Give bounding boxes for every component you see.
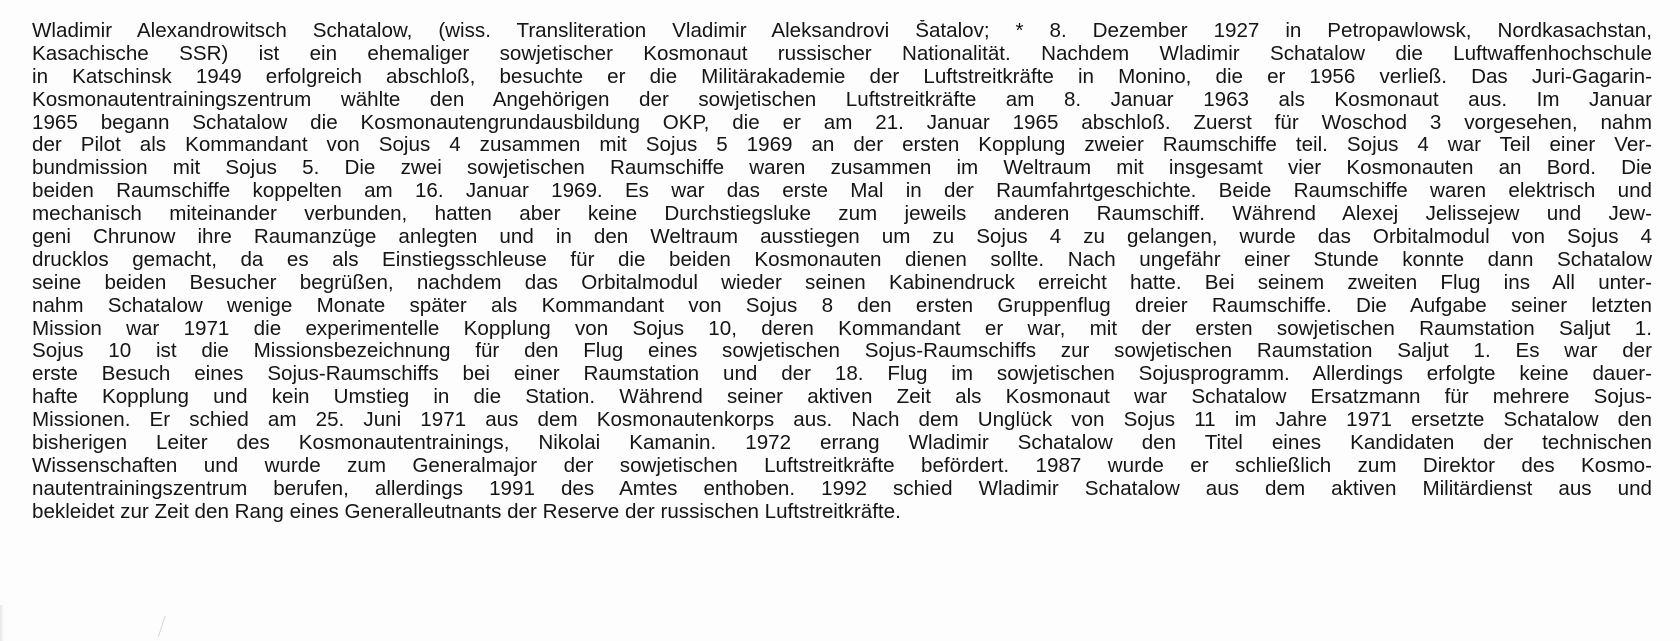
text-line-15: Sojus 10 ist die Missionsbezeichnung für den Flug eines sowjetischen Sojus-Raumschiffs zur sowjetischen Raumstation Saljut 1. Es war der — [32, 340, 1652, 363]
text-line-1: Wladimir Alexandrowitsch Schatalow, (wiss. Transliteration Vladimir Aleksandrovi Šatalov; * 8. Dezember 1927 in Petropawlowsk, Nordkasachstan, — [32, 20, 1652, 42]
text-line-17: hafte Kopplung und kein Umstieg in die Station. Während seiner aktiven Zeit als Kosmonaut war Schatalow Ersatzmann für mehrere Sojus- — [32, 386, 1652, 409]
text-line-10: geni Chrunow ihre Raumanzüge anlegten und in den Weltraum ausstiegen um zu Sojus 4 zu gelangen, wurde das Orbitalmodul von Sojus 4 — [32, 226, 1652, 249]
text-line-11: drucklos gemacht, da es als Einstiegsschleuse für die beiden Kosmonauten dienen sollte. Nach ungefähr einer Stunde konnte dann Schatalow — [32, 248, 1652, 271]
text-line-5: 1965 begann Schatalow die Kosmonautengrundausbildung OKP, die er am 21. Januar 1965 abschloß. Zuerst für Woschod 3 vorgesehen, nahm — [32, 111, 1652, 134]
text-line-6: der Pilot als Kommandant von Sojus 4 zusammen mit Sojus 5 1969 an der ersten Kopplung zweier Raumschiffe teil. Sojus 4 war Teil einer Ver- — [32, 134, 1652, 157]
text-line-13: nahm Schatalow wenige Monate später als Kommandant von Sojus 8 den ersten Gruppenflug dreier Raumschiffe. Die Aufgabe seiner letzten — [32, 294, 1652, 317]
text-line-7: bundmission mit Sojus 5. Die zwei sowjetischen Raumschiffe waren zusammen im Weltraum mit insgesamt vier Kosmonauten an Bord. Die — [32, 157, 1652, 180]
body-paragraph — [32, 20, 1652, 524]
scan-artifact-mark — [158, 616, 175, 640]
text-line-21: nautentrainingszentrum berufen, allerdings 1991 des Amtes enthoben. 1992 schied Wladimir Schatalow aus dem aktiven Militärdienst aus und — [32, 477, 1652, 500]
text-line-4: Kosmonautentrainingszentrum wählte den Angehörigen der sowjetischen Luftstreitkräfte am 8. Januar 1963 als Kosmonaut aus. Im Januar — [32, 88, 1652, 111]
text-line-3: in Katschinsk 1949 erfolgreich abschloß, besuchte er die Militärakademie der Luftstreitkräfte in Monino, die er 1956 verließ. Das Juri-Gagarin- — [32, 65, 1652, 88]
text-line-20: Wissenschaften und wurde zum Generalmajor der sowjetischen Luftstreitkräfte befördert. 1987 wurde er schließlich zum Direktor des Kosmo- — [32, 454, 1652, 477]
text-line-14: Mission war 1971 die experimentelle Kopplung von Sojus 10, deren Kommandant er war, mit der ersten sowjetischen Raumstation Saljut 1. — [32, 317, 1652, 340]
scan-edge-shadow — [0, 605, 4, 641]
text-line-22: bekleidet zur Zeit den Rang eines Generalleutnants der Reserve der russischen Luftstreitkräfte. — [32, 500, 901, 523]
text-line-2: Kasachische SSR) ist ein ehemaliger sowjetischer Kosmonaut russischer Nationalität. Nachdem Wladimir Schatalow die Luftwaffenhochschule — [32, 42, 1652, 65]
text-line-12: seine beiden Besucher begrüßen, nachdem das Orbitalmodul wieder seinen Kabinendruck erreicht hatte. Bei seinem zweiten Flug ins All unter- — [32, 271, 1652, 294]
text-line-19: bisherigen Leiter des Kosmonautentrainings, Nikolai Kamanin. 1972 errang Wladimir Schatalow den Titel eines Kandidaten der technischen — [32, 432, 1652, 455]
text-line-9: mechanisch miteinander verbunden, hatten aber keine Durchstiegsluke zum jeweils anderen Raumschiff. Während Alexej Jelissejew und Jew- — [32, 203, 1652, 226]
text-line-16: erste Besuch eines Sojus-Raumschiffs bei einer Raumstation und der 18. Flug im sowjetischen Sojusprogramm. Allerdings erfolgte keine dauer- — [32, 363, 1652, 386]
text-line-18: Missionen. Er schied am 25. Juni 1971 aus dem Kosmonautenkorps aus. Nach dem Unglück von Sojus 11 im Jahre 1971 ersetzte Schatalow den — [32, 409, 1652, 432]
text-line-8: beiden Raumschiffe koppelten am 16. Januar 1969. Es war das erste Mal in der Raumfahrtgeschichte. Beide Raumschiffe waren elektrisch und — [32, 180, 1652, 203]
